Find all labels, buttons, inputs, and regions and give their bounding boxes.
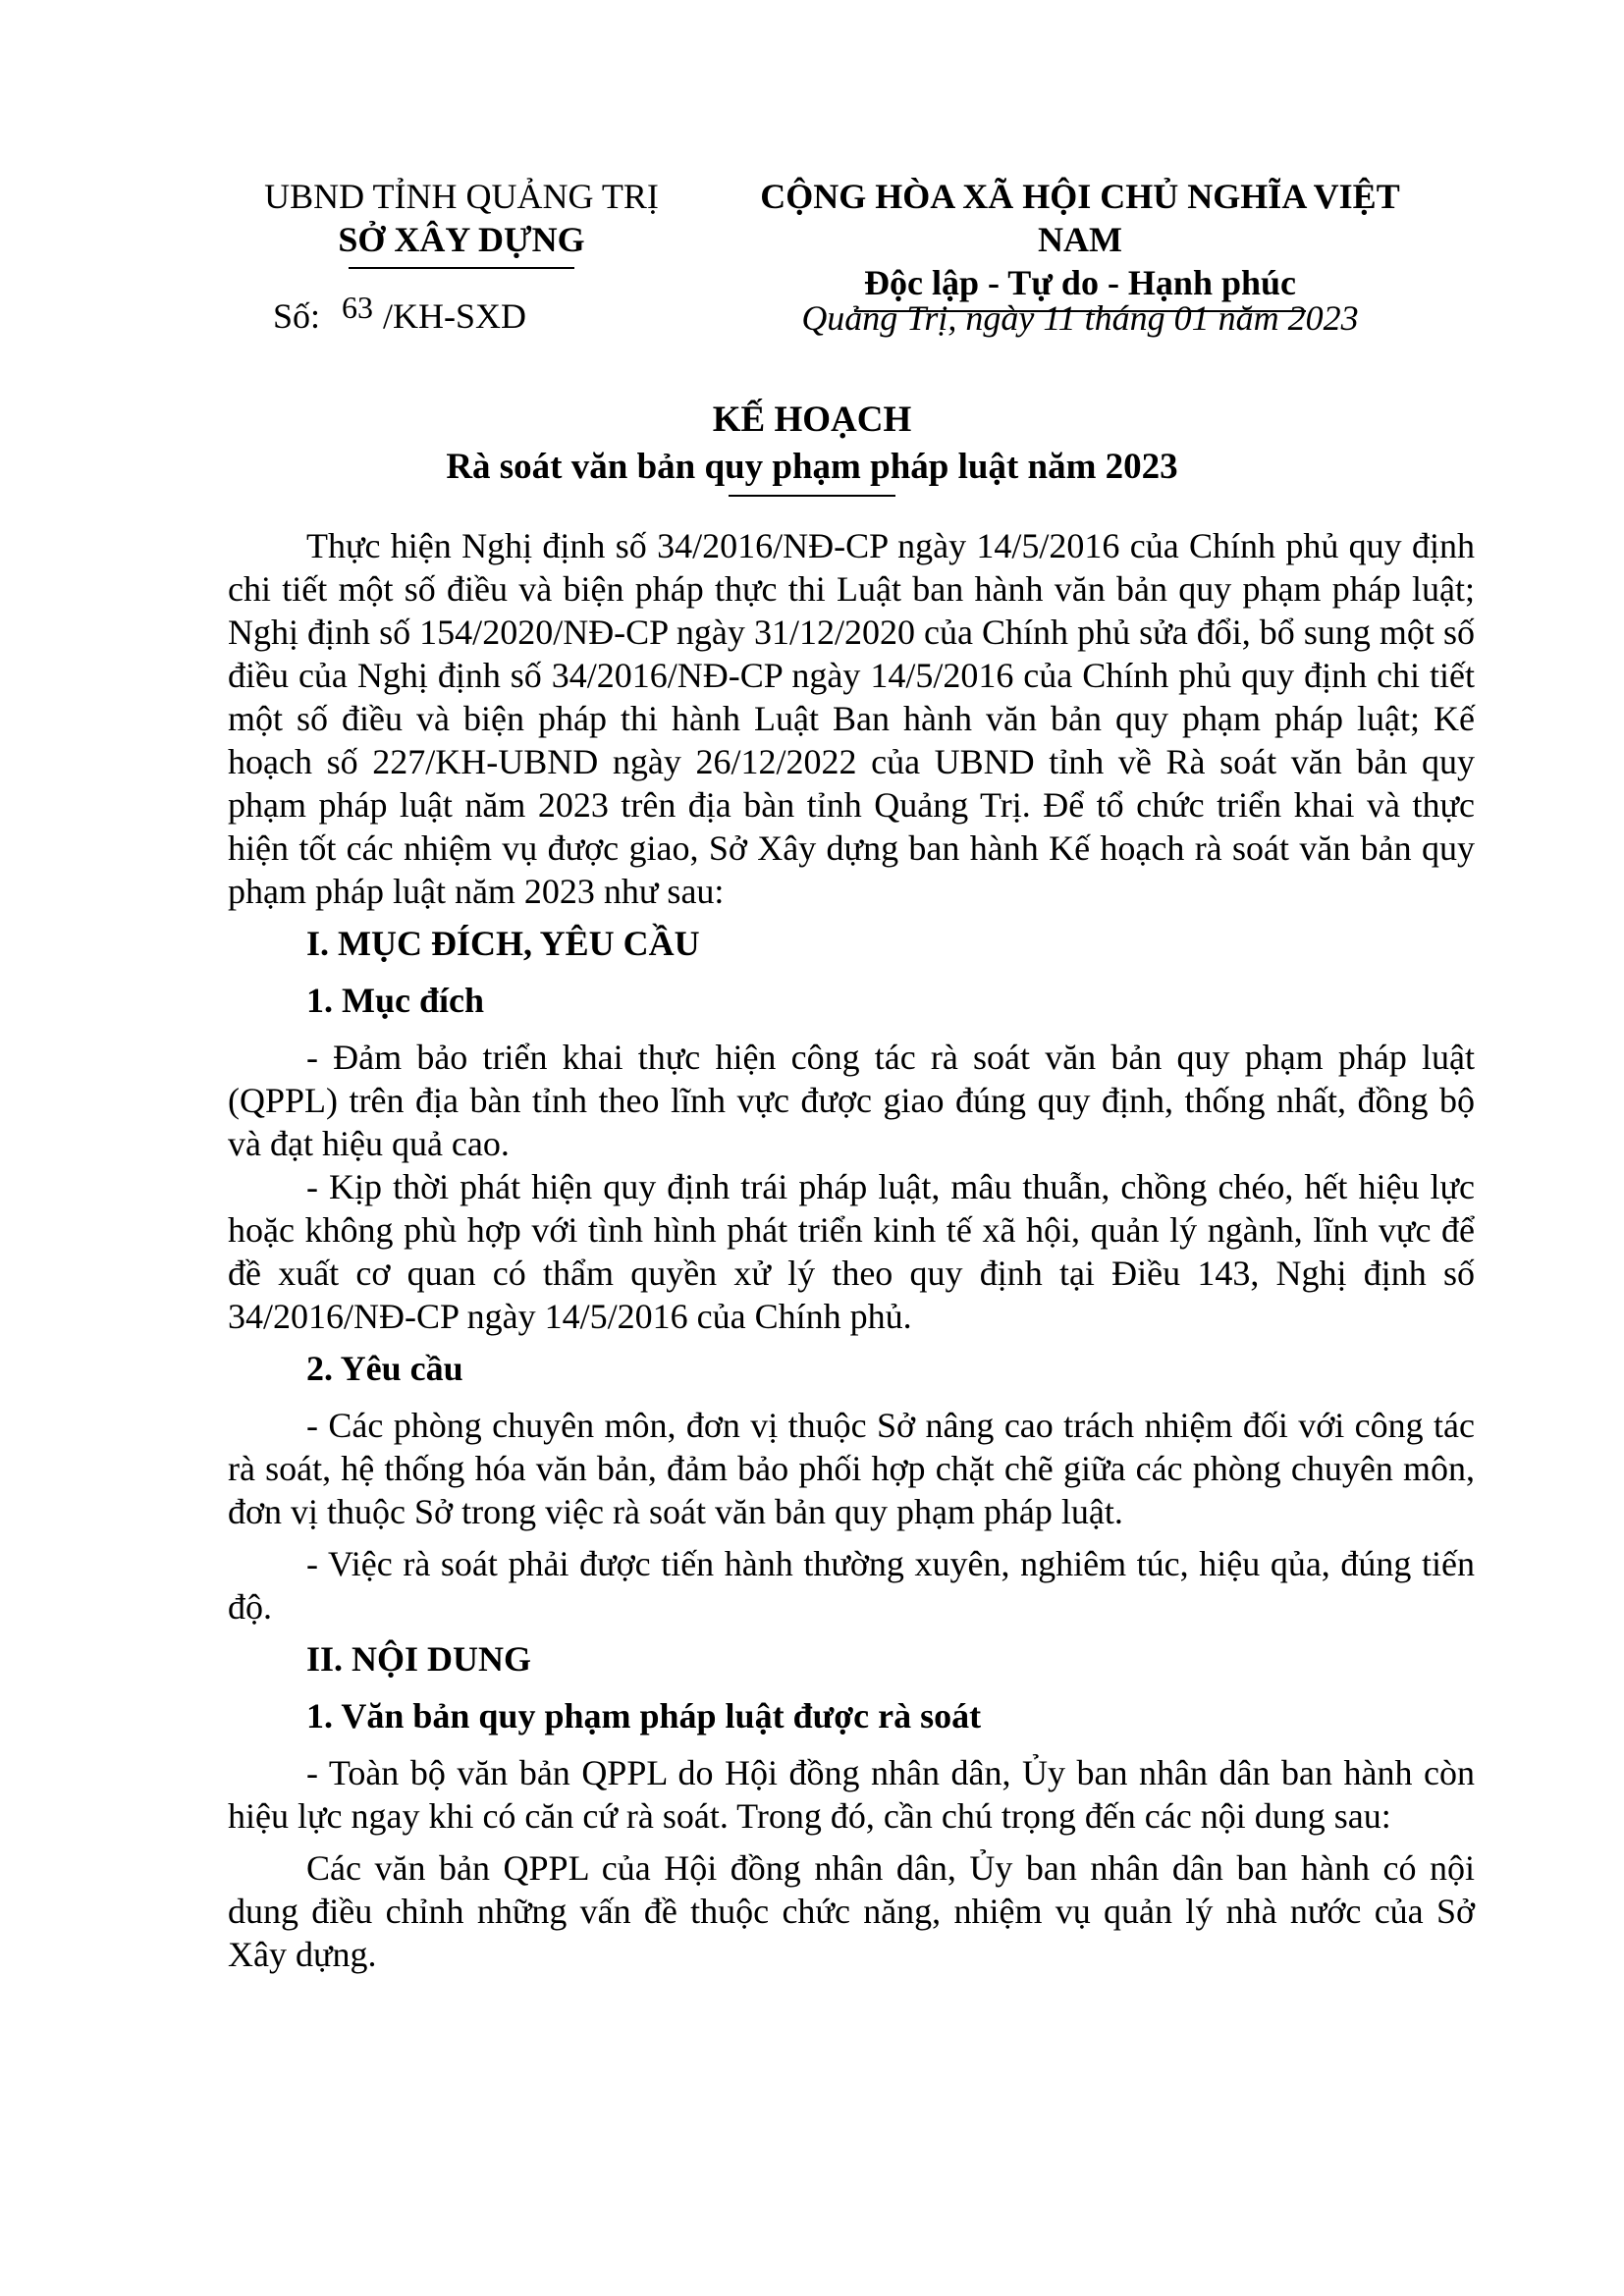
paragraph: - Toàn bộ văn bản QPPL do Hội đồng nhân dân, Ủy ban nhân dân ban hành còn hiệu lực ngay khi có căn cứ rà soát. Trong đó, cần chú trọng đến các nội dung sau:: [228, 1753, 1475, 1836]
agency-parent: UBND TỈNH QUẢNG TRỊ: [264, 177, 659, 216]
document-type: KẾ HOẠCH: [712, 400, 912, 440]
number-suffix: /KH-SXD: [383, 296, 527, 336]
agency-name: SỞ XÂY DỰNG: [338, 220, 585, 259]
document-number: [273, 290, 527, 339]
subsection-heading: 2. Yêu cầu: [306, 1349, 463, 1388]
paragraph: - Đảm bảo triển khai thực hiện công tác rà soát văn bản quy phạm pháp luật (QPPL) trên địa bàn tỉnh theo lĩnh vực được giao đúng quy định, thống nhất, đồng bộ và đạt hiệu quả cao.: [228, 1038, 1475, 1163]
document-body: [228, 524, 1475, 1985]
number-value: 63: [342, 290, 374, 325]
intro-paragraph: Thực hiện Nghị định số 34/2016/NĐ-CP ngày 14/5/2016 của Chính phủ quy định chi tiết một số điều và biện pháp thực thi Luật ban hành văn bản quy phạm pháp luật; Nghị định số 154/2020/NĐ-CP ngày 31/12/2020 của Chính phủ sửa đổi, bổ sung một số điều của Nghị định số 34/2016/NĐ-CP ngày 14/5/2016 của Chính phủ quy định chi tiết một số điều và biện pháp thi hành Luật Ban hành văn bản quy phạm pháp luật; Kế hoạch số 227/KH-UBND ngày 26/12/2022 của UBND tỉnh về Rà soát văn bản quy phạm pháp luật năm 2023 trên địa bàn tỉnh Quảng Trị. Để tổ chức triển khai và thực hiện tốt các nhiệm vụ được giao, Sở Xây dựng ban hành Kế hoạch rà soát văn bản quy phạm pháp luật năm 2023 như sau:: [228, 526, 1475, 911]
paragraph: - Các phòng chuyên môn, đơn vị thuộc Sở nâng cao trách nhiệm đối với công tác rà soát, hệ thống hóa văn bản, đảm bảo phối hợp chặt chẽ giữa các phòng chuyên môn, đơn vị thuộc Sở trong việc rà soát văn bản quy phạm pháp luật.: [228, 1406, 1475, 1531]
section-heading: II. NỘI DUNG: [306, 1639, 532, 1679]
number-prefix: Số:: [273, 296, 321, 336]
national-header: [727, 175, 1434, 312]
national-motto: Độc lập - Tự do - Hạnh phúc: [863, 263, 1297, 302]
section-heading: I. MỤC ĐÍCH, YÊU CẦU: [306, 924, 700, 963]
paragraph: - Việc rà soát phải được tiến hành thường xuyên, nghiêm túc, hiệu qủa, đúng tiến độ.: [228, 1544, 1475, 1627]
title-underline: [729, 495, 895, 497]
paragraph: Các văn bản QPPL của Hội đồng nhân dân, Ủy ban nhân dân ban hành có nội dung điều chỉnh những vấn đề thuộc chức năng, nhiệm vụ quản lý nhà nước của Sở Xây dựng.: [228, 1848, 1475, 1974]
subsection-heading: 1. Mục đích: [306, 981, 485, 1020]
agency-header: [196, 175, 727, 269]
document-subject: Rà soát văn bản quy phạm pháp luật năm 2023: [446, 447, 1178, 487]
subsection-heading: 1. Văn bản quy phạm pháp luật được rà soát: [306, 1696, 982, 1735]
agency-underline: [349, 267, 574, 269]
nation-name: CỘNG HÒA XÃ HỘI CHỦ NGHĨA VIỆT NAM: [760, 177, 1400, 259]
place-date: Quảng Trị, ngày 11 tháng 01 năm 2023: [801, 298, 1359, 338]
paragraph: - Kịp thời phát hiện quy định trái pháp luật, mâu thuẫn, chồng chéo, hết hiệu lực hoặc không phù hợp với tình hình phát triển kinh tế xã hội, quản lý ngành, lĩnh vực để đề xuất cơ quan có thẩm quyền xử lý theo quy định tại Điều 143, Nghị định số 34/2016/NĐ-CP ngày 14/5/2016 của Chính phủ.: [228, 1167, 1475, 1336]
document-title: [228, 397, 1396, 497]
